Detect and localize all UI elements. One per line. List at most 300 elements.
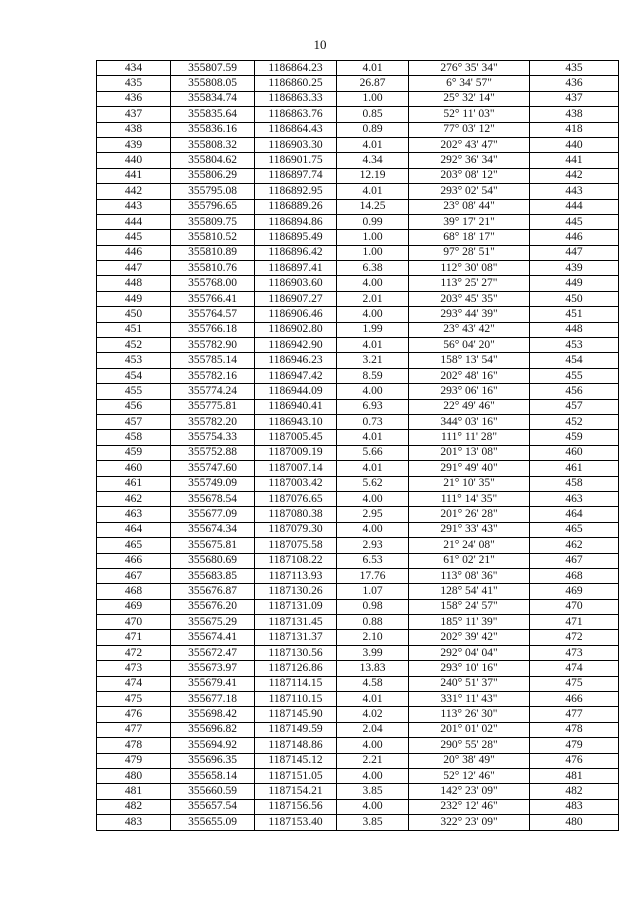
cell-from-point: 470 — [97, 615, 171, 630]
table-row — [97, 137, 619, 152]
cell-y-coordinate: 1186895.49 — [255, 230, 337, 245]
cell-from-point: 473 — [97, 661, 171, 676]
table-row — [97, 214, 619, 229]
cell-bearing: 292° 36' 34" — [409, 153, 530, 168]
table-row — [97, 184, 619, 199]
table-row — [97, 414, 619, 429]
cell-from-point: 443 — [97, 199, 171, 214]
cell-x-coordinate: 355809.75 — [171, 214, 255, 229]
cell-y-coordinate: 1187075.58 — [255, 538, 337, 553]
table-row — [97, 322, 619, 337]
table-row — [97, 399, 619, 414]
cell-bearing: 23° 08' 44" — [409, 199, 530, 214]
cell-to-point: 472 — [530, 630, 619, 645]
cell-from-point: 445 — [97, 230, 171, 245]
table-row — [97, 768, 619, 783]
table-row — [97, 815, 619, 830]
cell-bearing: 276° 35' 34" — [409, 61, 530, 76]
cell-distance: 1.07 — [337, 584, 409, 599]
cell-distance: 3.99 — [337, 645, 409, 660]
cell-bearing: 113° 08' 36" — [409, 568, 530, 583]
cell-bearing: 112° 30' 08" — [409, 261, 530, 276]
cell-to-point: 464 — [530, 507, 619, 522]
cell-y-coordinate: 1187113.93 — [255, 568, 337, 583]
cell-x-coordinate: 355775.81 — [171, 399, 255, 414]
cell-x-coordinate: 355810.89 — [171, 245, 255, 260]
cell-bearing: 291° 49' 40" — [409, 461, 530, 476]
cell-y-coordinate: 1186864.43 — [255, 122, 337, 137]
table-row — [97, 168, 619, 183]
cell-from-point: 449 — [97, 291, 171, 306]
table-row — [97, 307, 619, 322]
cell-y-coordinate: 1187130.56 — [255, 645, 337, 660]
cell-y-coordinate: 1187145.12 — [255, 753, 337, 768]
cell-to-point: 447 — [530, 245, 619, 260]
cell-bearing: 61° 02' 21" — [409, 553, 530, 568]
cell-bearing: 202° 39' 42" — [409, 630, 530, 645]
cell-bearing: 111° 14' 35" — [409, 491, 530, 506]
survey-coordinates-table — [96, 60, 619, 831]
cell-to-point: 457 — [530, 399, 619, 414]
cell-distance: 6.53 — [337, 553, 409, 568]
table-row — [97, 76, 619, 91]
cell-bearing: 111° 11' 28" — [409, 430, 530, 445]
cell-to-point: 483 — [530, 799, 619, 814]
cell-distance: 1.00 — [337, 230, 409, 245]
table-row — [97, 568, 619, 583]
table-row — [97, 461, 619, 476]
cell-distance: 8.59 — [337, 368, 409, 383]
cell-from-point: 438 — [97, 122, 171, 137]
cell-bearing: 203° 45' 35" — [409, 291, 530, 306]
cell-y-coordinate: 1186944.09 — [255, 384, 337, 399]
cell-distance: 4.00 — [337, 491, 409, 506]
cell-to-point: 468 — [530, 568, 619, 583]
table-row — [97, 692, 619, 707]
cell-y-coordinate: 1186940.41 — [255, 399, 337, 414]
cell-bearing: 202° 48' 16" — [409, 368, 530, 383]
cell-to-point: 481 — [530, 768, 619, 783]
cell-distance: 4.01 — [337, 137, 409, 152]
cell-x-coordinate: 355810.52 — [171, 230, 255, 245]
cell-x-coordinate: 355808.05 — [171, 76, 255, 91]
cell-bearing: 6° 34' 57" — [409, 76, 530, 91]
cell-bearing: 290° 55' 28" — [409, 738, 530, 753]
cell-x-coordinate: 355683.85 — [171, 568, 255, 583]
cell-distance: 0.85 — [337, 107, 409, 122]
cell-x-coordinate: 355674.41 — [171, 630, 255, 645]
cell-bearing: 52° 11' 03" — [409, 107, 530, 122]
cell-bearing: 344° 03' 16" — [409, 414, 530, 429]
cell-to-point: 451 — [530, 307, 619, 322]
cell-bearing: 113° 25' 27" — [409, 276, 530, 291]
table-row — [97, 368, 619, 383]
cell-bearing: 291° 33' 43" — [409, 522, 530, 537]
cell-from-point: 475 — [97, 692, 171, 707]
cell-to-point: 441 — [530, 153, 619, 168]
table-row — [97, 291, 619, 306]
cell-to-point: 439 — [530, 261, 619, 276]
cell-x-coordinate: 355698.42 — [171, 707, 255, 722]
cell-to-point: 475 — [530, 676, 619, 691]
table-row — [97, 338, 619, 353]
cell-to-point: 437 — [530, 91, 619, 106]
cell-y-coordinate: 1186860.25 — [255, 76, 337, 91]
table-row — [97, 91, 619, 106]
table-row — [97, 707, 619, 722]
cell-distance: 13.83 — [337, 661, 409, 676]
cell-distance: 14.25 — [337, 199, 409, 214]
cell-distance: 0.99 — [337, 214, 409, 229]
cell-x-coordinate: 355658.14 — [171, 768, 255, 783]
cell-from-point: 481 — [97, 784, 171, 799]
cell-x-coordinate: 355785.14 — [171, 353, 255, 368]
cell-distance: 1.00 — [337, 91, 409, 106]
cell-x-coordinate: 355795.08 — [171, 184, 255, 199]
cell-from-point: 448 — [97, 276, 171, 291]
cell-x-coordinate: 355782.90 — [171, 338, 255, 353]
cell-x-coordinate: 355674.34 — [171, 522, 255, 537]
cell-bearing: 39° 17' 21" — [409, 214, 530, 229]
cell-bearing: 23° 43' 42" — [409, 322, 530, 337]
cell-x-coordinate: 355752.88 — [171, 445, 255, 460]
cell-distance: 4.00 — [337, 276, 409, 291]
cell-x-coordinate: 355768.00 — [171, 276, 255, 291]
cell-from-point: 464 — [97, 522, 171, 537]
table-row — [97, 261, 619, 276]
cell-bearing: 322° 23' 09" — [409, 815, 530, 830]
cell-from-point: 461 — [97, 476, 171, 491]
cell-x-coordinate: 355694.92 — [171, 738, 255, 753]
cell-x-coordinate: 355675.29 — [171, 615, 255, 630]
cell-x-coordinate: 355806.29 — [171, 168, 255, 183]
cell-from-point: 466 — [97, 553, 171, 568]
cell-bearing: 68° 18' 17" — [409, 230, 530, 245]
cell-y-coordinate: 1186902.80 — [255, 322, 337, 337]
cell-x-coordinate: 355764.57 — [171, 307, 255, 322]
cell-to-point: 450 — [530, 291, 619, 306]
cell-distance: 6.93 — [337, 399, 409, 414]
cell-from-point: 474 — [97, 676, 171, 691]
table-row — [97, 199, 619, 214]
cell-x-coordinate: 355747.60 — [171, 461, 255, 476]
cell-from-point: 451 — [97, 322, 171, 337]
cell-y-coordinate: 1187108.22 — [255, 553, 337, 568]
cell-from-point: 459 — [97, 445, 171, 460]
cell-x-coordinate: 355796.65 — [171, 199, 255, 214]
table-row — [97, 445, 619, 460]
cell-x-coordinate: 355836.16 — [171, 122, 255, 137]
cell-y-coordinate: 1186896.42 — [255, 245, 337, 260]
cell-bearing: 331° 11' 43" — [409, 692, 530, 707]
cell-from-point: 447 — [97, 261, 171, 276]
cell-from-point: 467 — [97, 568, 171, 583]
cell-bearing: 185° 11' 39" — [409, 615, 530, 630]
cell-distance: 2.95 — [337, 507, 409, 522]
cell-y-coordinate: 1187080.38 — [255, 507, 337, 522]
table-row — [97, 476, 619, 491]
cell-from-point: 435 — [97, 76, 171, 91]
cell-x-coordinate: 355835.64 — [171, 107, 255, 122]
cell-from-point: 469 — [97, 599, 171, 614]
cell-from-point: 434 — [97, 61, 171, 76]
cell-distance: 1.00 — [337, 245, 409, 260]
cell-bearing: 97° 28' 51" — [409, 245, 530, 260]
cell-distance: 2.01 — [337, 291, 409, 306]
cell-from-point: 468 — [97, 584, 171, 599]
cell-x-coordinate: 355673.97 — [171, 661, 255, 676]
cell-to-point: 478 — [530, 722, 619, 737]
cell-y-coordinate: 1186863.76 — [255, 107, 337, 122]
cell-from-point: 440 — [97, 153, 171, 168]
table-row — [97, 661, 619, 676]
cell-bearing: 20° 38' 49" — [409, 753, 530, 768]
cell-distance: 4.58 — [337, 676, 409, 691]
cell-bearing: 56° 04' 20" — [409, 338, 530, 353]
cell-from-point: 482 — [97, 799, 171, 814]
table-row — [97, 676, 619, 691]
cell-x-coordinate: 355696.82 — [171, 722, 255, 737]
cell-from-point: 457 — [97, 414, 171, 429]
cell-from-point: 460 — [97, 461, 171, 476]
cell-y-coordinate: 1186947.42 — [255, 368, 337, 383]
cell-bearing: 293° 10' 16" — [409, 661, 530, 676]
cell-distance: 3.21 — [337, 353, 409, 368]
cell-to-point: 445 — [530, 214, 619, 229]
cell-to-point: 466 — [530, 692, 619, 707]
cell-x-coordinate: 355766.41 — [171, 291, 255, 306]
cell-y-coordinate: 1187079.30 — [255, 522, 337, 537]
cell-to-point: 455 — [530, 368, 619, 383]
cell-bearing: 21° 24' 08" — [409, 538, 530, 553]
table-row — [97, 107, 619, 122]
cell-y-coordinate: 1187114.15 — [255, 676, 337, 691]
cell-from-point: 444 — [97, 214, 171, 229]
table-row — [97, 276, 619, 291]
table-row — [97, 753, 619, 768]
cell-from-point: 441 — [97, 168, 171, 183]
table-row — [97, 522, 619, 537]
cell-to-point: 469 — [530, 584, 619, 599]
cell-x-coordinate: 355782.16 — [171, 368, 255, 383]
cell-to-point: 453 — [530, 338, 619, 353]
cell-from-point: 471 — [97, 630, 171, 645]
table-row — [97, 245, 619, 260]
cell-from-point: 450 — [97, 307, 171, 322]
table-row — [97, 230, 619, 245]
cell-from-point: 480 — [97, 768, 171, 783]
cell-x-coordinate: 355749.09 — [171, 476, 255, 491]
table-row — [97, 799, 619, 814]
cell-y-coordinate: 1187005.45 — [255, 430, 337, 445]
cell-bearing: 113° 26' 30" — [409, 707, 530, 722]
cell-distance: 2.04 — [337, 722, 409, 737]
cell-x-coordinate: 355810.76 — [171, 261, 255, 276]
cell-bearing: 25° 32' 14" — [409, 91, 530, 106]
cell-to-point: 463 — [530, 491, 619, 506]
cell-y-coordinate: 1187154.21 — [255, 784, 337, 799]
cell-bearing: 293° 44' 39" — [409, 307, 530, 322]
cell-from-point: 436 — [97, 91, 171, 106]
cell-to-point: 435 — [530, 61, 619, 76]
cell-to-point: 471 — [530, 615, 619, 630]
cell-y-coordinate: 1187153.40 — [255, 815, 337, 830]
cell-y-coordinate: 1186906.46 — [255, 307, 337, 322]
cell-x-coordinate: 355677.18 — [171, 692, 255, 707]
cell-bearing: 292° 04' 04" — [409, 645, 530, 660]
table-row — [97, 584, 619, 599]
cell-from-point: 442 — [97, 184, 171, 199]
cell-y-coordinate: 1187009.19 — [255, 445, 337, 460]
cell-distance: 2.10 — [337, 630, 409, 645]
cell-x-coordinate: 355657.54 — [171, 799, 255, 814]
cell-from-point: 477 — [97, 722, 171, 737]
table-row — [97, 738, 619, 753]
cell-distance: 2.21 — [337, 753, 409, 768]
cell-to-point: 446 — [530, 230, 619, 245]
cell-to-point: 467 — [530, 553, 619, 568]
cell-bearing: 158° 13' 54" — [409, 353, 530, 368]
table-row — [97, 615, 619, 630]
cell-x-coordinate: 355834.74 — [171, 91, 255, 106]
table-row — [97, 153, 619, 168]
cell-from-point: 476 — [97, 707, 171, 722]
cell-to-point: 465 — [530, 522, 619, 537]
cell-to-point: 474 — [530, 661, 619, 676]
cell-to-point: 456 — [530, 384, 619, 399]
cell-y-coordinate: 1186946.23 — [255, 353, 337, 368]
cell-distance: 4.00 — [337, 522, 409, 537]
cell-distance: 5.62 — [337, 476, 409, 491]
cell-distance: 4.00 — [337, 738, 409, 753]
cell-from-point: 462 — [97, 491, 171, 506]
cell-to-point: 476 — [530, 753, 619, 768]
cell-to-point: 473 — [530, 645, 619, 660]
table-row — [97, 430, 619, 445]
table-row — [97, 599, 619, 614]
cell-to-point: 479 — [530, 738, 619, 753]
cell-x-coordinate: 355774.24 — [171, 384, 255, 399]
cell-bearing: 158° 24' 57" — [409, 599, 530, 614]
cell-x-coordinate: 355677.09 — [171, 507, 255, 522]
cell-from-point: 455 — [97, 384, 171, 399]
cell-distance: 17.76 — [337, 568, 409, 583]
table-row — [97, 630, 619, 645]
cell-x-coordinate: 355808.32 — [171, 137, 255, 152]
cell-x-coordinate: 355754.33 — [171, 430, 255, 445]
cell-y-coordinate: 1186863.33 — [255, 91, 337, 106]
cell-y-coordinate: 1186901.75 — [255, 153, 337, 168]
cell-distance: 0.98 — [337, 599, 409, 614]
cell-to-point: 443 — [530, 184, 619, 199]
table-row — [97, 784, 619, 799]
cell-to-point: 438 — [530, 107, 619, 122]
cell-from-point: 483 — [97, 815, 171, 830]
page-number: 10 — [313, 37, 327, 52]
cell-bearing: 128° 54' 41" — [409, 584, 530, 599]
cell-x-coordinate: 355807.59 — [171, 61, 255, 76]
cell-to-point: 460 — [530, 445, 619, 460]
cell-to-point: 436 — [530, 76, 619, 91]
cell-y-coordinate: 1187003.42 — [255, 476, 337, 491]
cell-distance: 4.34 — [337, 153, 409, 168]
cell-from-point: 454 — [97, 368, 171, 383]
cell-bearing: 202° 43' 47" — [409, 137, 530, 152]
cell-x-coordinate: 355696.35 — [171, 753, 255, 768]
cell-distance: 26.87 — [337, 76, 409, 91]
cell-distance: 4.00 — [337, 384, 409, 399]
cell-y-coordinate: 1187007.14 — [255, 461, 337, 476]
cell-to-point: 442 — [530, 168, 619, 183]
cell-from-point: 439 — [97, 137, 171, 152]
cell-y-coordinate: 1187110.15 — [255, 692, 337, 707]
cell-y-coordinate: 1187149.59 — [255, 722, 337, 737]
cell-bearing: 240° 51' 37" — [409, 676, 530, 691]
cell-from-point: 452 — [97, 338, 171, 353]
cell-bearing: 203° 08' 12" — [409, 168, 530, 183]
cell-bearing: 232° 12' 46" — [409, 799, 530, 814]
table-body — [97, 61, 619, 831]
cell-to-point: 440 — [530, 137, 619, 152]
cell-x-coordinate: 355675.81 — [171, 538, 255, 553]
cell-distance: 1.99 — [337, 322, 409, 337]
table-row — [97, 645, 619, 660]
cell-y-coordinate: 1186942.90 — [255, 338, 337, 353]
cell-y-coordinate: 1186889.26 — [255, 199, 337, 214]
cell-x-coordinate: 355782.20 — [171, 414, 255, 429]
cell-from-point: 472 — [97, 645, 171, 660]
cell-y-coordinate: 1187076.65 — [255, 491, 337, 506]
cell-to-point: 449 — [530, 276, 619, 291]
cell-y-coordinate: 1186907.27 — [255, 291, 337, 306]
cell-distance: 4.02 — [337, 707, 409, 722]
cell-x-coordinate: 355679.41 — [171, 676, 255, 691]
cell-distance: 4.01 — [337, 461, 409, 476]
cell-x-coordinate: 355676.20 — [171, 599, 255, 614]
cell-distance: 4.01 — [337, 61, 409, 76]
cell-distance: 3.85 — [337, 784, 409, 799]
table-row — [97, 353, 619, 368]
cell-y-coordinate: 1187126.86 — [255, 661, 337, 676]
table-row — [97, 553, 619, 568]
cell-y-coordinate: 1186894.86 — [255, 214, 337, 229]
cell-bearing: 22° 49' 46" — [409, 399, 530, 414]
cell-to-point: 452 — [530, 414, 619, 429]
cell-y-coordinate: 1186897.41 — [255, 261, 337, 276]
cell-from-point: 437 — [97, 107, 171, 122]
cell-distance: 5.66 — [337, 445, 409, 460]
cell-to-point: 461 — [530, 461, 619, 476]
cell-from-point: 453 — [97, 353, 171, 368]
cell-distance: 4.00 — [337, 799, 409, 814]
cell-to-point: 477 — [530, 707, 619, 722]
table-row — [97, 722, 619, 737]
cell-to-point: 444 — [530, 199, 619, 214]
cell-to-point: 448 — [530, 322, 619, 337]
cell-y-coordinate: 1187151.05 — [255, 768, 337, 783]
cell-y-coordinate: 1187148.86 — [255, 738, 337, 753]
cell-distance: 4.01 — [337, 692, 409, 707]
cell-to-point: 482 — [530, 784, 619, 799]
cell-x-coordinate: 355672.47 — [171, 645, 255, 660]
cell-y-coordinate: 1186897.74 — [255, 168, 337, 183]
cell-from-point: 458 — [97, 430, 171, 445]
cell-to-point: 459 — [530, 430, 619, 445]
cell-distance: 6.38 — [337, 261, 409, 276]
cell-distance: 3.85 — [337, 815, 409, 830]
table-row — [97, 384, 619, 399]
cell-x-coordinate: 355766.18 — [171, 322, 255, 337]
